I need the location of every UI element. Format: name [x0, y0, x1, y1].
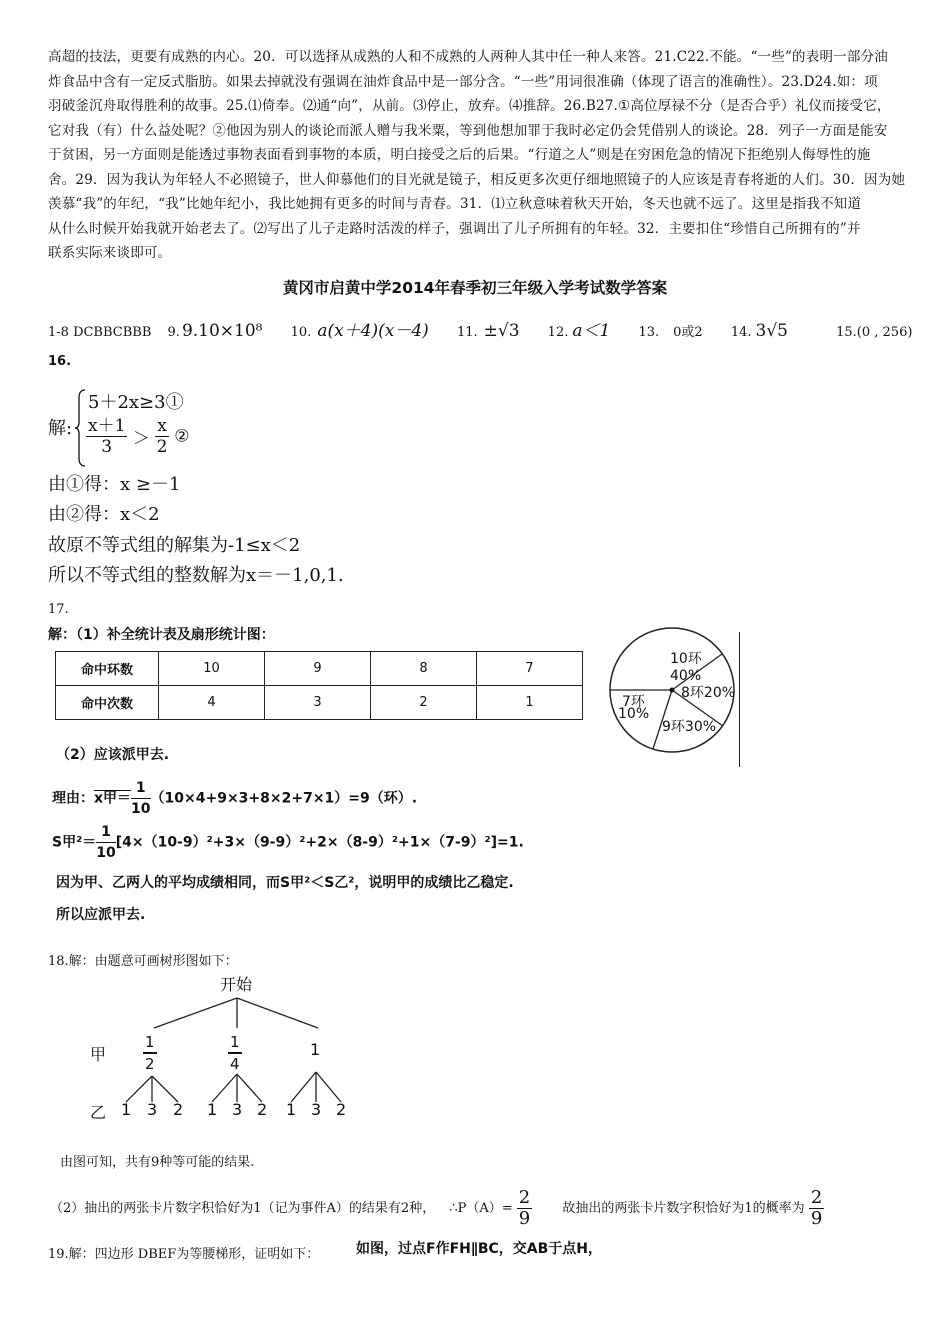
q17-var-prefix: S甲²＝ [52, 834, 97, 851]
tree-node-quarter-num: 1 [228, 1032, 242, 1054]
q18-prob-num: 2 [518, 1187, 531, 1208]
tree-leaf: 2 [257, 1100, 268, 1119]
answers-line [48, 316, 924, 341]
intro-line: 羽破釜沉舟取得胜利的故事。25.⑴倚奉。⑵通“向”，从前。⑶停止，放弃。⑷推辞。26.B27.①高位厚禄不分（是否合乎）礼仪而接受它， [48, 98, 891, 114]
tree-leaf: 1 [207, 1100, 218, 1119]
answer-13-value: 0或2 [673, 325, 703, 340]
page-title: 黄冈市启黄中学2014年春季初三年级入学考试数学答案 [282, 279, 668, 297]
q17-number: 17. [48, 602, 69, 617]
table-row [56, 652, 583, 686]
tree-leaf: 2 [173, 1100, 184, 1119]
tree-branch [152, 1076, 178, 1102]
q17-reason-den: 10 [131, 801, 151, 817]
q18-prob-label: ∴P（A）= [449, 1201, 513, 1216]
tree-branch [316, 1072, 341, 1102]
q17-var-rest: [4×（10-9）²+3×（9-9）²+2×（8-9）²+1×（7-9）²]=1. [115, 834, 524, 851]
table-cell: 1 [477, 686, 583, 720]
tree-node-half [143, 1032, 157, 1074]
tree-node-quarter-fraction [228, 1032, 242, 1074]
pie-label-7-pct: 10% [618, 706, 650, 722]
q16-eq2-mark: ② [174, 426, 190, 447]
tree-leaf: 2 [336, 1100, 347, 1119]
stat-table [55, 651, 583, 720]
pie-label-8: 8环20% [681, 685, 736, 701]
q18-intro: 18.解：由题意可画树形图如下： [48, 954, 238, 969]
table-cell: 9 [265, 652, 371, 686]
answer-9-value: 9.10×10⁸ [181, 321, 263, 341]
q17-var-den: 10 [96, 845, 116, 861]
table-cell: 10 [159, 652, 265, 686]
q17-part2: （2）应该派甲去. [56, 747, 170, 763]
answer-14-label: 14. [730, 325, 752, 340]
q16-step2: 由②得：x＜2 [48, 504, 160, 525]
pie-label-10: 10环 [670, 651, 702, 667]
tree-start: 开始 [220, 975, 253, 994]
tree-branch [154, 998, 237, 1028]
table-header-rings: 命中环数 [56, 652, 159, 686]
q16-eq1: 5＋2x≥3① [88, 392, 184, 413]
table-cell: 8 [371, 652, 477, 686]
tree-node-half-fraction [143, 1032, 157, 1074]
q17-reason-num: 1 [131, 778, 150, 799]
answer-14-value: 3√5 [755, 321, 788, 341]
q18-prob-fraction [517, 1188, 532, 1229]
q16-jie: 解: [48, 418, 73, 439]
tree-leaf: 3 [147, 1100, 158, 1119]
tree-jia-label: 甲 [90, 1045, 107, 1064]
q18-prob-den: 9 [518, 1208, 531, 1229]
intro-line: 高超的技法，更要有成熟的内心。20．可以选择从成熟的人和不成熟的人两种人其中任一种人来答。21.C22.不能。“一些”的表明一部分油 [48, 49, 888, 65]
tree-leaf: 1 [286, 1100, 297, 1119]
answer-15: 15.(0 , 256) [836, 325, 913, 340]
tree-branch [126, 1076, 152, 1102]
table-cell: 3 [265, 686, 371, 720]
pie-label-7: 7环 [622, 694, 645, 710]
q16-eq2-right-num: x [157, 416, 167, 436]
pie-label-9: 9环30% [662, 719, 717, 735]
q17-reason-rest: （10×4+9×3+8×2+7×1）=9（环）. [150, 790, 418, 807]
pie-label-10-pct: 40% [670, 668, 702, 684]
q17-intro: 解：（1）补全统计表及扇形统计图： [48, 627, 275, 643]
tree-node-quarter-den: 4 [230, 1055, 240, 1073]
tree-branch [212, 1074, 237, 1102]
q18-answer-den: 9 [810, 1208, 823, 1229]
q18-result: 由图可知，共有9种等可能的结果. [60, 1155, 255, 1170]
answer-9 [168, 321, 275, 341]
q16-eq2-left-num: x＋1 [88, 416, 126, 436]
tree-branch [237, 1074, 262, 1102]
answer-12-value: a＜1 [572, 321, 611, 341]
q17-var-num: 1 [96, 822, 115, 843]
q18-answer-num: 2 [810, 1187, 823, 1208]
pie-center-dot [670, 688, 675, 693]
answer-9-label: 9. [167, 325, 180, 340]
tree-node-half-num: 1 [143, 1032, 157, 1054]
q17-reason-prefix: 理由： [52, 790, 94, 807]
q17-conclusion: 所以应派甲去. [56, 907, 146, 923]
answer-12-label: 12. [547, 325, 569, 340]
intro-line: 于贫困，另一方面则是能透过事物表面看到事物的本质，明白接受之后的后果。“行道之人”则是在穷困危急的情况下拒绝别人侮辱性的施 [48, 147, 871, 163]
tree-leaf: 3 [311, 1100, 322, 1119]
q17-var-fraction [96, 822, 115, 863]
q19-intro: 19.解：四边形 DBEF为等腰梯形，证明如下： [48, 1247, 320, 1262]
q16-eq2-left-den: 3 [101, 437, 113, 457]
answer-10 [291, 316, 441, 341]
q16-eq2-gt: ＞ [132, 429, 150, 449]
q17-reason-fraction [131, 778, 150, 819]
vertical-rule [739, 632, 740, 767]
intro-line: 羡慕“我”的年纪，“我”比她年纪小，我比她拥有更多的时间与青春。31．⑴立秋意味着秋天开始，冬天也就不远了。这里是指我不知道 [48, 196, 862, 212]
answer-12 [548, 316, 623, 341]
brace-icon [74, 388, 86, 468]
q18-part2-a: （2）抽出的两张卡片数字积恰好为1（记为事件A）的结果有2种， [50, 1201, 436, 1216]
intro-line: 它对我（有）什么益处呢？②他因为别人的谈论而派人赠与我米粟，等到他想加罪于我时必定仍会凭借别人的谈论。28．列子一方面是能安 [48, 122, 888, 139]
q16-number: 16. [48, 354, 72, 369]
table-row [56, 686, 583, 720]
intro-paragraph [48, 45, 908, 266]
q16-step1: 由①得：x ≥－1 [48, 474, 181, 495]
intro-line: 从什么时候开始我就开始老去了。⑵写出了儿子走路时活泼的样子，强调出了儿子所拥有的年轻。32．主要扣住“珍惜自己所拥有的”并 [48, 220, 861, 237]
answer-13-label: 13. [638, 325, 660, 340]
tree-leaf: 3 [232, 1100, 243, 1119]
tree-node-one: 1 [310, 1040, 321, 1059]
answer-10-value: a(x＋4)(x－4) [317, 321, 429, 341]
table-cell: 2 [371, 686, 477, 720]
tree-leaf: 1 [121, 1100, 132, 1119]
tree-node-half-den: 2 [145, 1055, 155, 1073]
answer-11-label: 11. [456, 325, 478, 340]
q16-eq2 [86, 416, 189, 457]
intro-line: 联系实际来谈即可。 [48, 245, 172, 261]
answer-1-8: 1-8 DCBBCBBB [48, 325, 152, 340]
answer-13 [638, 321, 714, 340]
tree-node-quarter [228, 1032, 242, 1074]
tree-branch [237, 998, 318, 1028]
q17-variance [52, 822, 524, 863]
q18-part2-b: 故抽出的两张卡片数字积恰好为1的概率为 [562, 1201, 805, 1216]
answer-14 [731, 321, 800, 341]
q18-part2 [50, 1188, 824, 1229]
intro-line: 炸食品中含有一定反式脂肪。如果去掉就没有强调在油炸食品中是一部分含。“一些”用词很准确（体现了语言的准确性）。23.D24.如：项 [48, 73, 878, 90]
q16-eq2-right-fraction [155, 416, 169, 457]
table-header-hits: 命中次数 [56, 686, 159, 720]
table-cell: 4 [159, 686, 265, 720]
table-cell: 7 [477, 652, 583, 686]
tree-branch [291, 1072, 316, 1102]
q16-eq2-right-den: 2 [156, 437, 168, 457]
q18-answer-fraction [809, 1188, 824, 1229]
q19-proof: 如图，过点F作FH∥BC，交AB于点H， [356, 1241, 603, 1257]
answer-11 [457, 321, 532, 341]
intro-line: 舍。29．因为我认为年轻人不必照镜子，世人仰慕他们的目光就是镜子，相反更多次更仔细地照镜子的人应该是青春将逝的人们。30．因为她 [48, 171, 906, 188]
q16-step4: 所以不等式组的整数解为x＝－1,0,1. [48, 565, 344, 586]
q16-eq2-left-fraction [86, 416, 127, 457]
answer-10-label: 10. [290, 325, 312, 340]
q17-because: 因为甲、乙两人的平均成绩相同，而S甲²＜S乙²，说明甲的成绩比乙稳定. [56, 875, 514, 891]
q17-xbar: x甲＝ [94, 790, 132, 807]
answer-11-value: ±√3 [483, 321, 520, 341]
tree-yi-label: 乙 [90, 1103, 107, 1122]
q17-reason [52, 778, 417, 819]
q16-step3: 故原不等式组的解集为-1≤x＜2 [48, 535, 301, 556]
